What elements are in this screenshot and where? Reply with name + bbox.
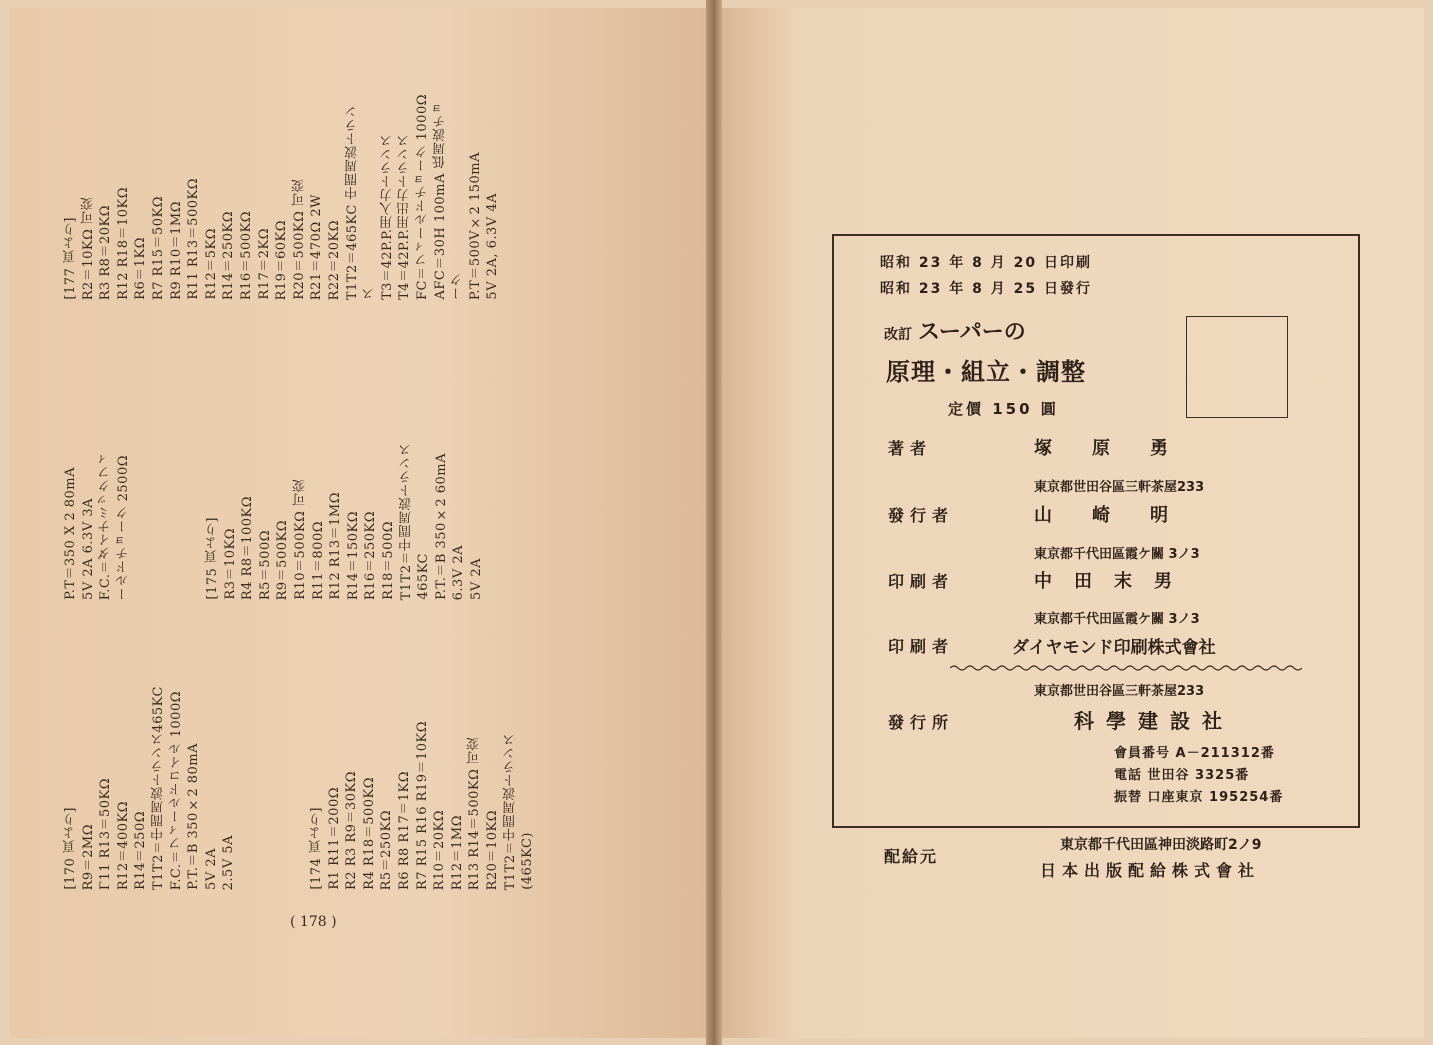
phone-number: 電話 世田谷 3325番 — [1114, 768, 1250, 783]
parts-list-line: AFC＝30H 100mA 低周波チョ — [432, 101, 448, 300]
parts-list-line: P.T.＝B 350×2 80mA — [186, 743, 202, 890]
parts-list-line: R20＝500KΩ 可変 — [291, 179, 307, 300]
member-number: 會員番号 A－211312番 — [1114, 746, 1275, 761]
parts-list-line: R4 R8＝100KΩ — [240, 495, 256, 600]
printer-role: 印刷者 — [888, 572, 955, 591]
parts-list-line: Γ11 R13＝50KΩ — [98, 777, 114, 890]
parts-list-line: 5V 2A 6.3V 3A — [80, 498, 96, 600]
book-title-line2: 原理・組立・調整 — [886, 358, 1086, 386]
publisher-role: 發行者 — [888, 506, 955, 525]
parts-list-line: 5V 2A — [469, 558, 484, 600]
parts-list-line: T1T2＝中間周波トランス — [502, 732, 518, 890]
parts-list-line: T1T2＝465KC 中間周波トラン — [344, 104, 360, 300]
parts-list-line: T1T2＝中間周波トランス — [398, 442, 414, 600]
office-name: 科學建設社 — [1074, 709, 1234, 733]
parts-list-line: R9＝500KΩ — [275, 519, 291, 600]
parts-list-line: R7 R15＝50KΩ — [151, 195, 166, 300]
parts-list-line: R12＝1MΩ — [449, 814, 465, 890]
parts-list-line: R10＝500KΩ 可変 — [293, 479, 308, 600]
parts-list-line: 5V 2A — [203, 848, 219, 890]
print-house-role: 印刷者 — [888, 637, 955, 656]
parts-list-line: ールドチョーク 2500Ω — [115, 454, 131, 600]
parts-list-line: R7 R15 R16 R19＝10KΩ — [414, 721, 430, 890]
parts-list-line: P.T.＝B 350×2 60mA — [433, 453, 449, 600]
title-line1-text: スーパーの — [918, 320, 1026, 345]
parts-list-line: [175 頁より] — [205, 517, 220, 600]
office-address: 東京都世田谷區三軒茶屋233 — [1034, 684, 1205, 699]
parts-list-line: R18＝500Ω — [381, 521, 396, 600]
parts-list-line: R14＝250KΩ — [221, 210, 237, 300]
parts-list-line: R9＝2MΩ — [80, 823, 96, 890]
parts-list-line: R14＝250Ω — [133, 811, 149, 890]
office-role: 發行所 — [888, 713, 955, 732]
parts-list-line: R11 R13＝500KΩ — [186, 178, 202, 300]
parts-list-line: 465KC — [416, 553, 432, 600]
parts-list-line: R14＝150KΩ — [345, 510, 361, 600]
parts-list-line: R2 R3 R9＝30KΩ — [344, 771, 360, 890]
parts-list-line: R22＝20KΩ — [327, 219, 342, 300]
parts-list-line: [170 頁より] — [63, 807, 78, 890]
parts-list-line: T1T2＝中間周波トランス465KC — [151, 685, 166, 890]
parts-list-line: R9 R10＝1MΩ — [168, 201, 184, 300]
author-name: 塚原勇 — [1034, 438, 1208, 459]
parts-list-line: R4 R18＝500KΩ — [361, 777, 377, 890]
parts-list-line: R12 R18＝10KΩ — [115, 187, 131, 300]
parts-list-line: R16＝250KΩ — [363, 510, 379, 600]
parts-list-line: 5V 2A, 6.3V 4A — [485, 193, 501, 300]
book-title-line1 — [884, 315, 1026, 346]
parts-list-line: R12 R13＝1MΩ — [328, 492, 344, 600]
parts-list-line: [177 頁より] — [63, 217, 78, 300]
publisher-address: 東京都世田谷區三軒茶屋233 — [1034, 480, 1205, 495]
print-house-name: ダイヤモンド印刷株式會社 — [1012, 638, 1216, 658]
distributor-role: 配給元 — [884, 847, 939, 866]
parts-list-line: P.T＝350 X 2 80mA — [63, 467, 78, 600]
parts-list-line: R21＝470Ω 2W — [309, 193, 325, 300]
parts-list-line: R6＝1KΩ — [133, 237, 149, 300]
parts-list-line: R3 R8＝20KΩ — [98, 204, 114, 300]
author-role: 著者 — [888, 439, 933, 458]
transfer-account: 振替 口座東京 195254番 — [1114, 790, 1284, 805]
parts-list-line: P.T＝500V×2 150mA — [467, 151, 483, 300]
parts-list-line: R16＝500KΩ — [239, 210, 254, 300]
parts-list-line: FC＝フィールドチョーク 1000Ω — [415, 94, 430, 300]
publisher-name: 山崎明 — [1034, 505, 1208, 526]
parts-list-line: R20＝10KΩ — [485, 809, 500, 890]
parts-list-line: (465KC) — [520, 832, 536, 890]
parts-list-line: R13 R14＝500KΩ 可変 — [467, 736, 483, 890]
parts-list-line: F.C.＝ダイナミックフィ — [98, 451, 114, 600]
page-number: ( 178 ) — [290, 914, 337, 930]
parts-list-line: 2.5V 5A — [221, 834, 237, 890]
parts-list-line: R1 R11＝200Ω — [326, 787, 342, 890]
seal-box — [1186, 316, 1288, 418]
parts-list-line: R17＝2KΩ — [256, 228, 272, 300]
parts-list-line: R3＝10KΩ — [222, 528, 238, 600]
wavy-divider — [950, 664, 1302, 672]
parts-list-line: R11＝800Ω — [310, 521, 326, 600]
print-date: 昭和 23 年 8 月 20 日印刷 — [880, 255, 1092, 271]
parts-list-line: ス — [362, 286, 378, 300]
printer-name: 中田末男 — [1034, 571, 1194, 592]
distributor-address: 東京都千代田區神田淡路町2ノ9 — [1060, 837, 1262, 853]
parts-list-line: R5＝500Ω — [257, 529, 273, 600]
parts-list-line: 6.3V 2A — [451, 544, 467, 600]
printer-address: 東京都千代田區霞ケ關 3ノ3 — [1034, 547, 1200, 562]
parts-list-line: R10＝20KΩ — [432, 809, 448, 890]
parts-list-line: T3＝42P.P.用入力トランス — [379, 134, 395, 300]
parts-list-line: ーク — [450, 273, 466, 300]
price: 定價 150 圓 — [948, 400, 1059, 418]
parts-list-line: F.C.＝フィールドコイル 1000Ω — [168, 690, 184, 890]
revised-label: 改訂 — [884, 327, 912, 343]
parts-list-line: R19＝60KΩ — [274, 219, 290, 300]
parts-list-line: T4＝42P.P.用出力トランス — [397, 134, 413, 300]
parts-list-line: R12＝400KΩ — [115, 800, 131, 890]
parts-list-line: [174 頁より] — [309, 807, 324, 890]
book-gutter — [706, 0, 722, 1045]
print-house-address: 東京都千代田區霞ケ關 3ノ3 — [1034, 612, 1200, 627]
parts-list-line: R2＝10KΩ 可変 — [80, 196, 96, 300]
issue-date: 昭和 23 年 8 月 25 日發行 — [880, 281, 1092, 297]
parts-list-line: R5＝250KΩ — [379, 809, 395, 890]
parts-list-line: R6 R8 R17＝1KΩ — [397, 771, 412, 890]
parts-list-line: R12＝5KΩ — [203, 228, 219, 300]
distributor-name: 日本出版配給株式會社 — [1040, 861, 1261, 880]
